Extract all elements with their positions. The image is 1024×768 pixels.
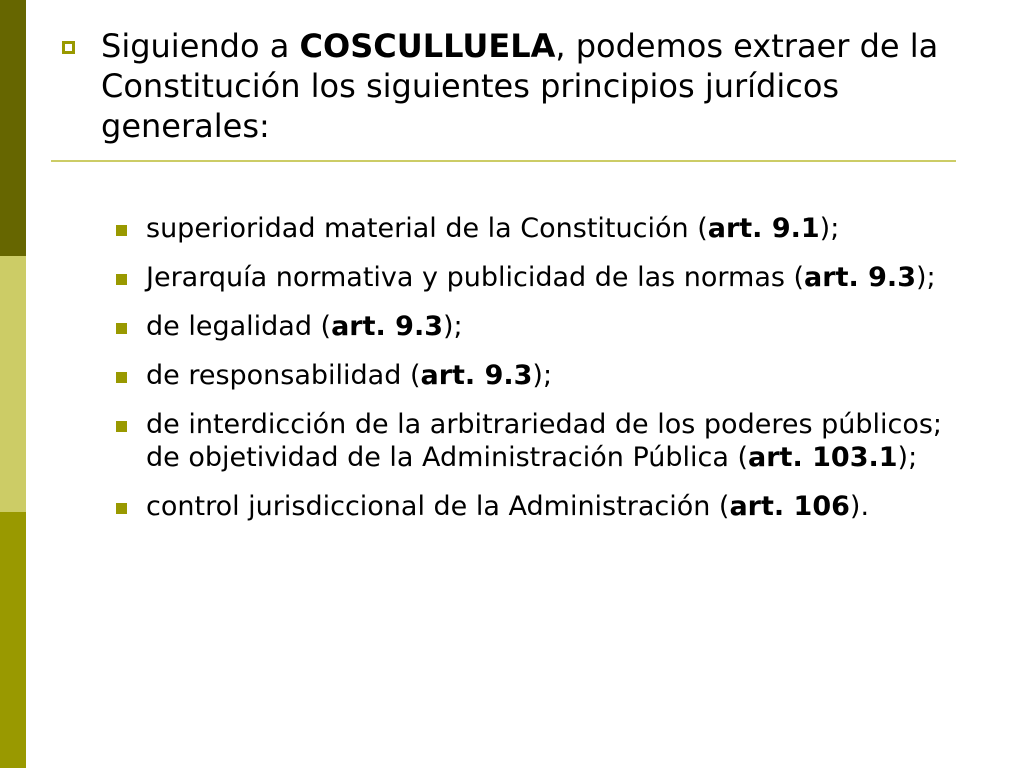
item-article-ref: art. 106 xyxy=(729,491,850,522)
list-item xyxy=(114,408,974,474)
item-text: Jerarquía normativa y publicidad de las normas ( xyxy=(146,262,805,293)
sidebar-stripe-bottom xyxy=(0,512,26,768)
title-author: COSCULLUELA xyxy=(299,27,556,65)
item-text: control jurisdiccional de la Administración ( xyxy=(146,491,730,522)
square-bullet-icon xyxy=(116,323,127,334)
item-text: superioridad material de la Constitución ( xyxy=(146,213,708,244)
item-tail: ); xyxy=(532,360,553,391)
list-item xyxy=(114,310,974,343)
square-bullet-icon xyxy=(116,503,127,514)
item-article-ref: art. 103.1 xyxy=(748,442,898,473)
principles-list xyxy=(114,212,974,523)
square-bullet-icon xyxy=(116,274,127,285)
hollow-square-bullet-icon xyxy=(62,41,75,54)
item-article-ref: art. 9.1 xyxy=(707,213,820,244)
title-divider xyxy=(51,160,956,162)
item-tail: ); xyxy=(915,262,936,293)
slide-title xyxy=(62,26,942,146)
list-item xyxy=(114,490,974,523)
list-item xyxy=(114,261,974,294)
item-text: de responsabilidad ( xyxy=(146,360,421,391)
title-prefix: Siguiendo a xyxy=(101,27,300,65)
item-tail: ); xyxy=(897,442,918,473)
item-article-ref: art. 9.3 xyxy=(420,360,533,391)
title-text xyxy=(101,26,942,146)
title-suffix: , podemos extraer de la Constitución los siguientes principios jurídicos generales: xyxy=(101,27,939,145)
list-item xyxy=(114,359,974,392)
sidebar-stripe-top xyxy=(0,0,26,256)
square-bullet-icon xyxy=(116,225,127,236)
item-tail: ); xyxy=(819,213,840,244)
item-tail: ). xyxy=(849,491,870,522)
square-bullet-icon xyxy=(116,421,127,432)
item-text: de interdicción de la arbitrariedad de los poderes públicos; de objetividad de la Administración Pública ( xyxy=(146,409,943,473)
item-article-ref: art. 9.3 xyxy=(804,262,916,293)
sidebar-stripe-middle xyxy=(0,256,26,512)
item-text: de legalidad ( xyxy=(146,311,332,342)
square-bullet-icon xyxy=(116,372,127,383)
item-tail: ); xyxy=(443,311,463,342)
item-article-ref: art. 9.3 xyxy=(331,311,444,342)
list-item xyxy=(114,212,974,245)
